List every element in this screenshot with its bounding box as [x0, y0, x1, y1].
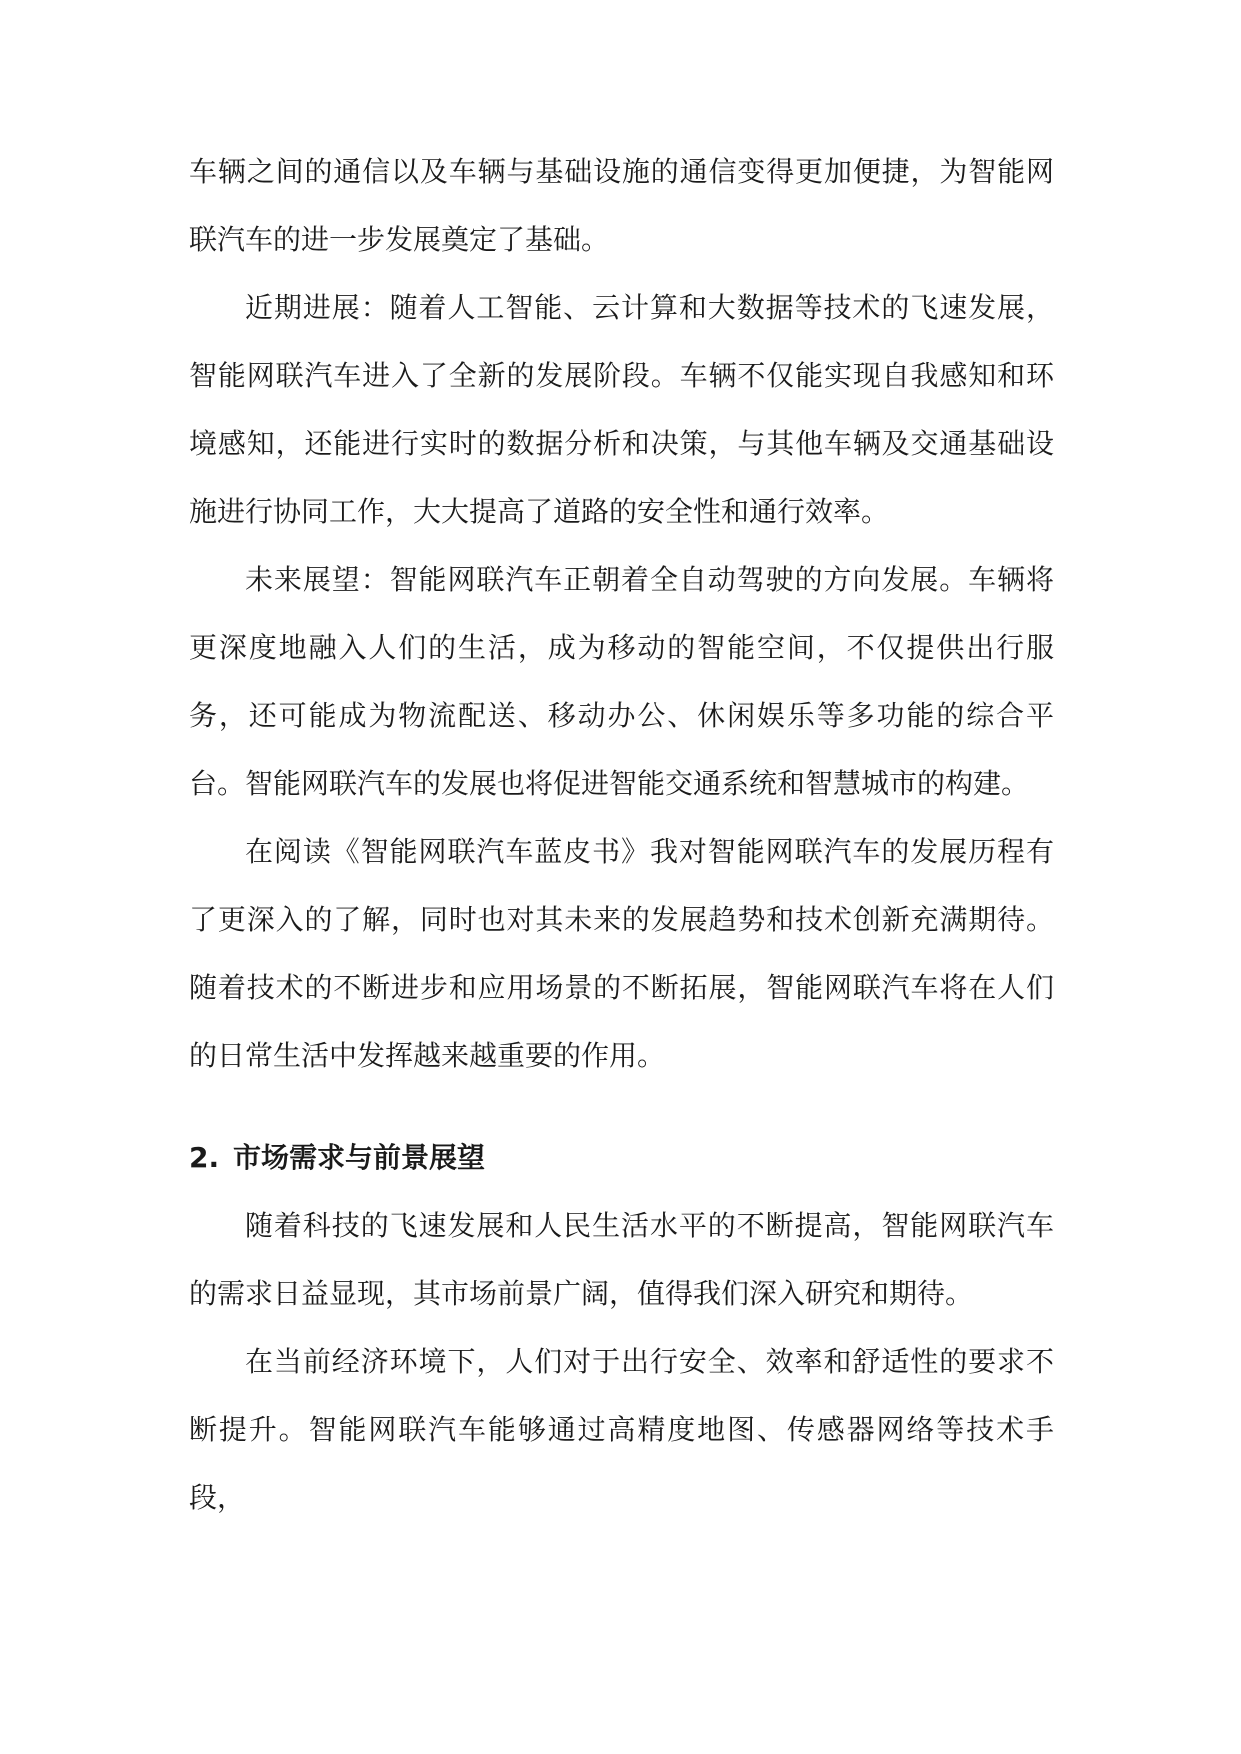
- paragraph-future-outlook: 未来展望：智能网联汽车正朝着全自动驾驶的方向发展。车辆将更深度地融入人们的生活，成为移动的智能空间，不仅提供出行服务，还可能成为物流配送、移动办公、休闲娱乐等多功能的综合平台。智能网联汽车的发展也将促进智能交通系统和智慧城市的构建。: [189, 563, 1054, 800]
- paragraph-continuation: 车辆之间的通信以及车辆与基础设施的通信变得更加便捷，为智能网联汽车的进一步发展奠定了基础。: [189, 155, 1054, 256]
- paragraph-economic-environment: 在当前经济环境下，人们对于出行安全、效率和舒适性的要求不断提升。智能网联汽车能够通过高精度地图、传感器网络等技术手段，: [189, 1345, 1054, 1514]
- paragraph-reading-reflection: 在阅读《智能网联汽车蓝皮书》我对智能网联汽车的发展历程有了更深入的了解，同时也对其未来的发展趋势和技术创新充满期待。随着技术的不断进步和应用场景的不断拓展，智能网联汽车将在人们的日常生活中发挥越来越重要的作用。: [189, 835, 1054, 1072]
- section-spacer: [189, 1090, 1054, 1124]
- section-title: 市场需求与前景展望: [233, 1141, 486, 1174]
- document-body: [189, 138, 1054, 1532]
- section-number: 2.: [189, 1141, 220, 1174]
- paragraph-recent-progress: 近期进展：随着人工智能、云计算和大数据等技术的飞速发展，智能网联汽车进入了全新的发展阶段。车辆不仅能实现自我感知和环境感知，还能进行实时的数据分析和决策，与其他车辆及交通基础设施进行协同工作，大大提高了道路的安全性和通行效率。: [189, 291, 1054, 528]
- paragraph-market-demand: 随着科技的飞速发展和人民生活水平的不断提高，智能网联汽车的需求日益显现，其市场前景广阔，值得我们深入研究和期待。: [189, 1209, 1054, 1310]
- section-heading: [189, 1124, 1054, 1192]
